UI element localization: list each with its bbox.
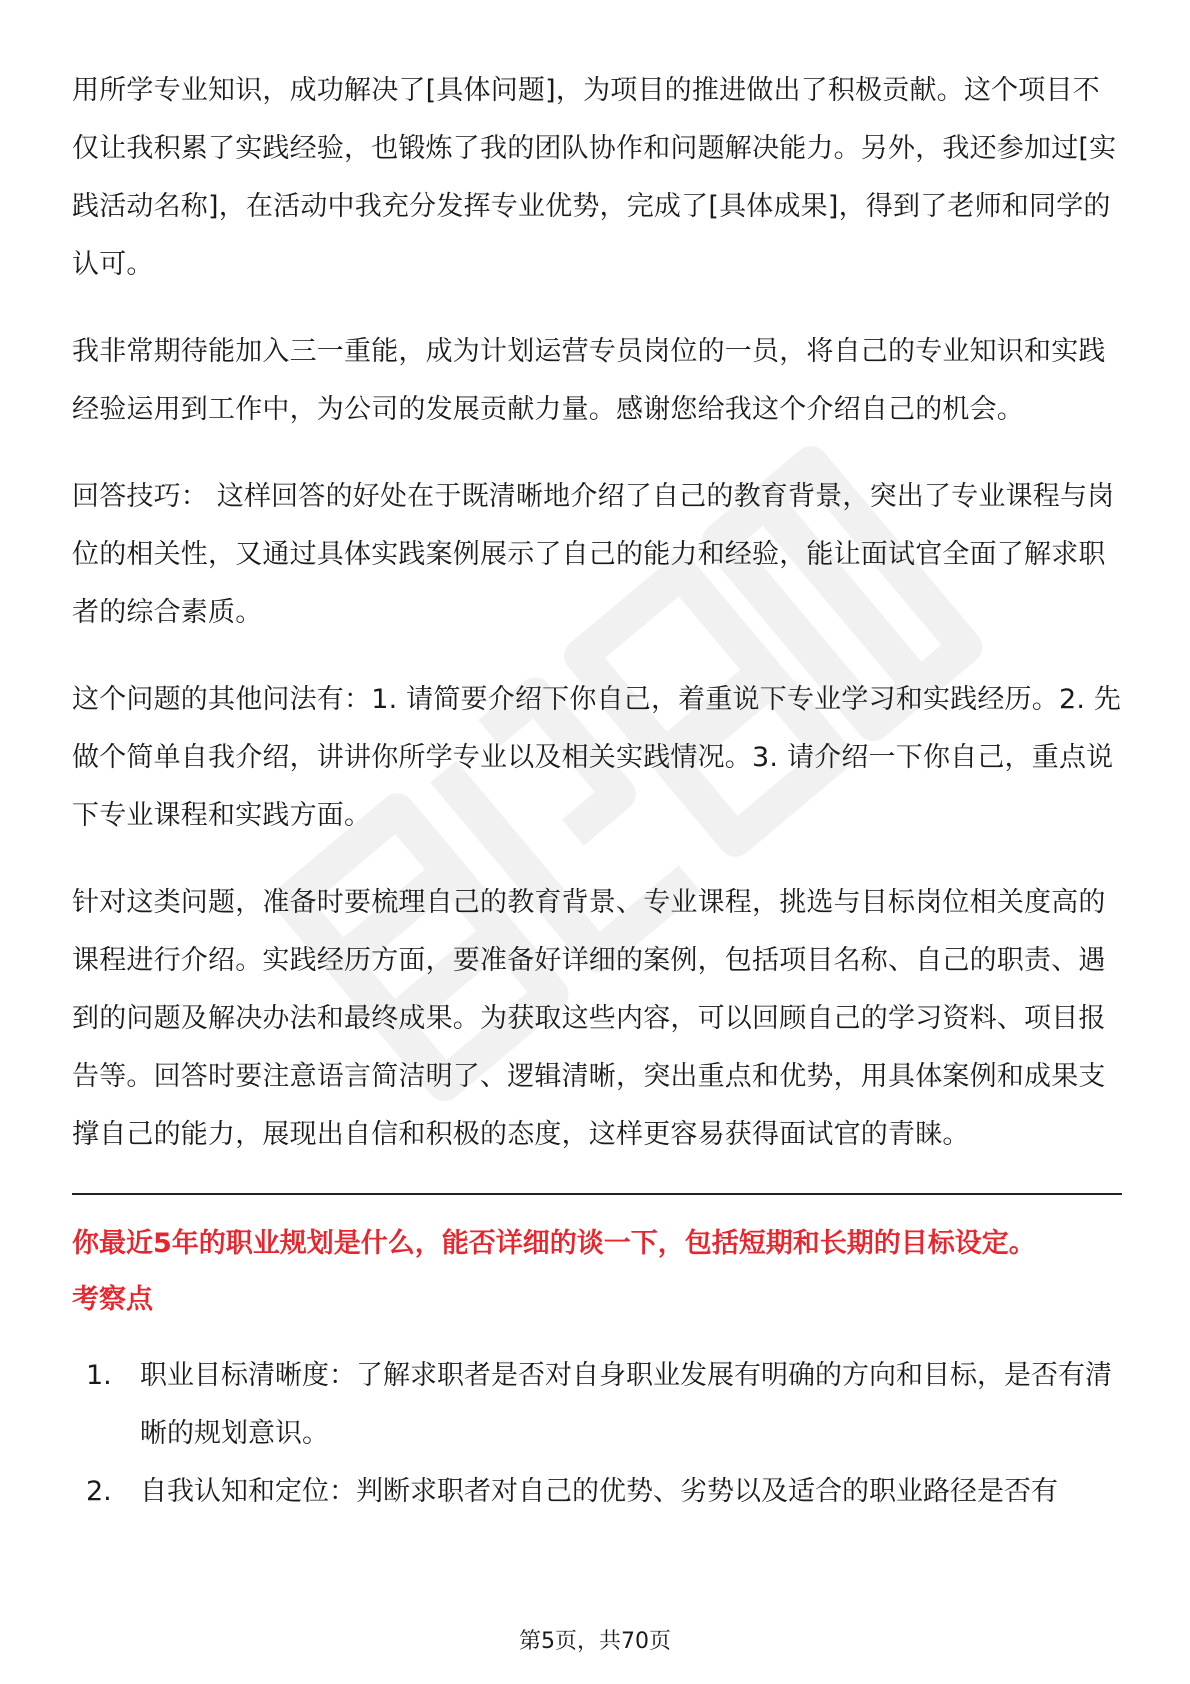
list-item bbox=[86, 1347, 1122, 1463]
page-number-footer: 第5页，共70页 bbox=[519, 1629, 671, 1654]
paragraph-answer-tips: 回答技巧： 这样回答的好处在于既清晰地介绍了自己的教育背景，突出了专业课程与岗位的相关性，又通过具体实践案例展示了自己的能力和经验，能让面试官全面了解求职者的综合素质。 bbox=[72, 481, 1115, 628]
list-item-text: 职业目标清晰度：了解求职者是否对自身职业发展有明确的方向和目标，是否有清晰的规划意识。 bbox=[140, 1360, 1112, 1449]
list-item-number: 1. bbox=[86, 1360, 112, 1391]
section-divider bbox=[72, 1193, 1122, 1195]
interview-question: 你最近5年的职业规划是什么，能否详细的谈一下，包括短期和长期的目标设定。 bbox=[72, 1228, 1036, 1259]
paragraph-preparation-advice: 针对这类问题，准备时要梳理自己的教育背景、专业课程，挑选与目标岗位相关度高的课程进行介绍。实践经历方面，要准备好详细的案例，包括项目名称、自己的职责、遇到的问题及解决办法和最终成果。为获取这些内容，可以回顾自己的学习资料、项目报告等。回答时要注意语言简洁明了、逻辑清晰，突出重点和优势，用具体案例和成果支撑自己的能力，展现出自信和积极的态度，这样更容易获得面试官的青睐。 bbox=[72, 887, 1106, 1150]
section-label-focus-points: 考察点 bbox=[72, 1284, 153, 1315]
paragraph-project-experience: 用所学专业知识，成功解决了[具体问题]，为项目的推进做出了积极贡献。这个项目不仅让我积累了实践经验，也锻炼了我的团队协作和问题解决能力。另外，我还参加过[实践活动名称]，在活动中我充分发挥专业优势，完成了[具体成果]，得到了老师和同学的认可。 bbox=[72, 75, 1117, 280]
paragraph-alternative-questions: 这个问题的其他问法有：1. 请简要介绍下你自己，着重说下专业学习和实践经历。2. 先做个简单自我介绍，讲讲你所学专业以及相关实践情况。3. 请介绍一下你自己，重点说下专业课程和实践方面。 bbox=[72, 684, 1122, 831]
list-item-number: 2. bbox=[86, 1476, 112, 1507]
list-item bbox=[86, 1463, 1122, 1521]
paragraph-closing-statement: 我非常期待能加入三一重能，成为计划运营专员岗位的一员，将自己的专业知识和实践经验运用到工作中，为公司的发展贡献力量。感谢您给我这个介绍自己的机会。 bbox=[72, 336, 1106, 425]
document-content bbox=[72, 62, 1122, 1521]
focus-points-list bbox=[72, 1347, 1122, 1521]
list-item-text: 自我认知和定位：判断求职者对自己的优势、劣势以及适合的职业路径是否有 bbox=[140, 1476, 1058, 1507]
